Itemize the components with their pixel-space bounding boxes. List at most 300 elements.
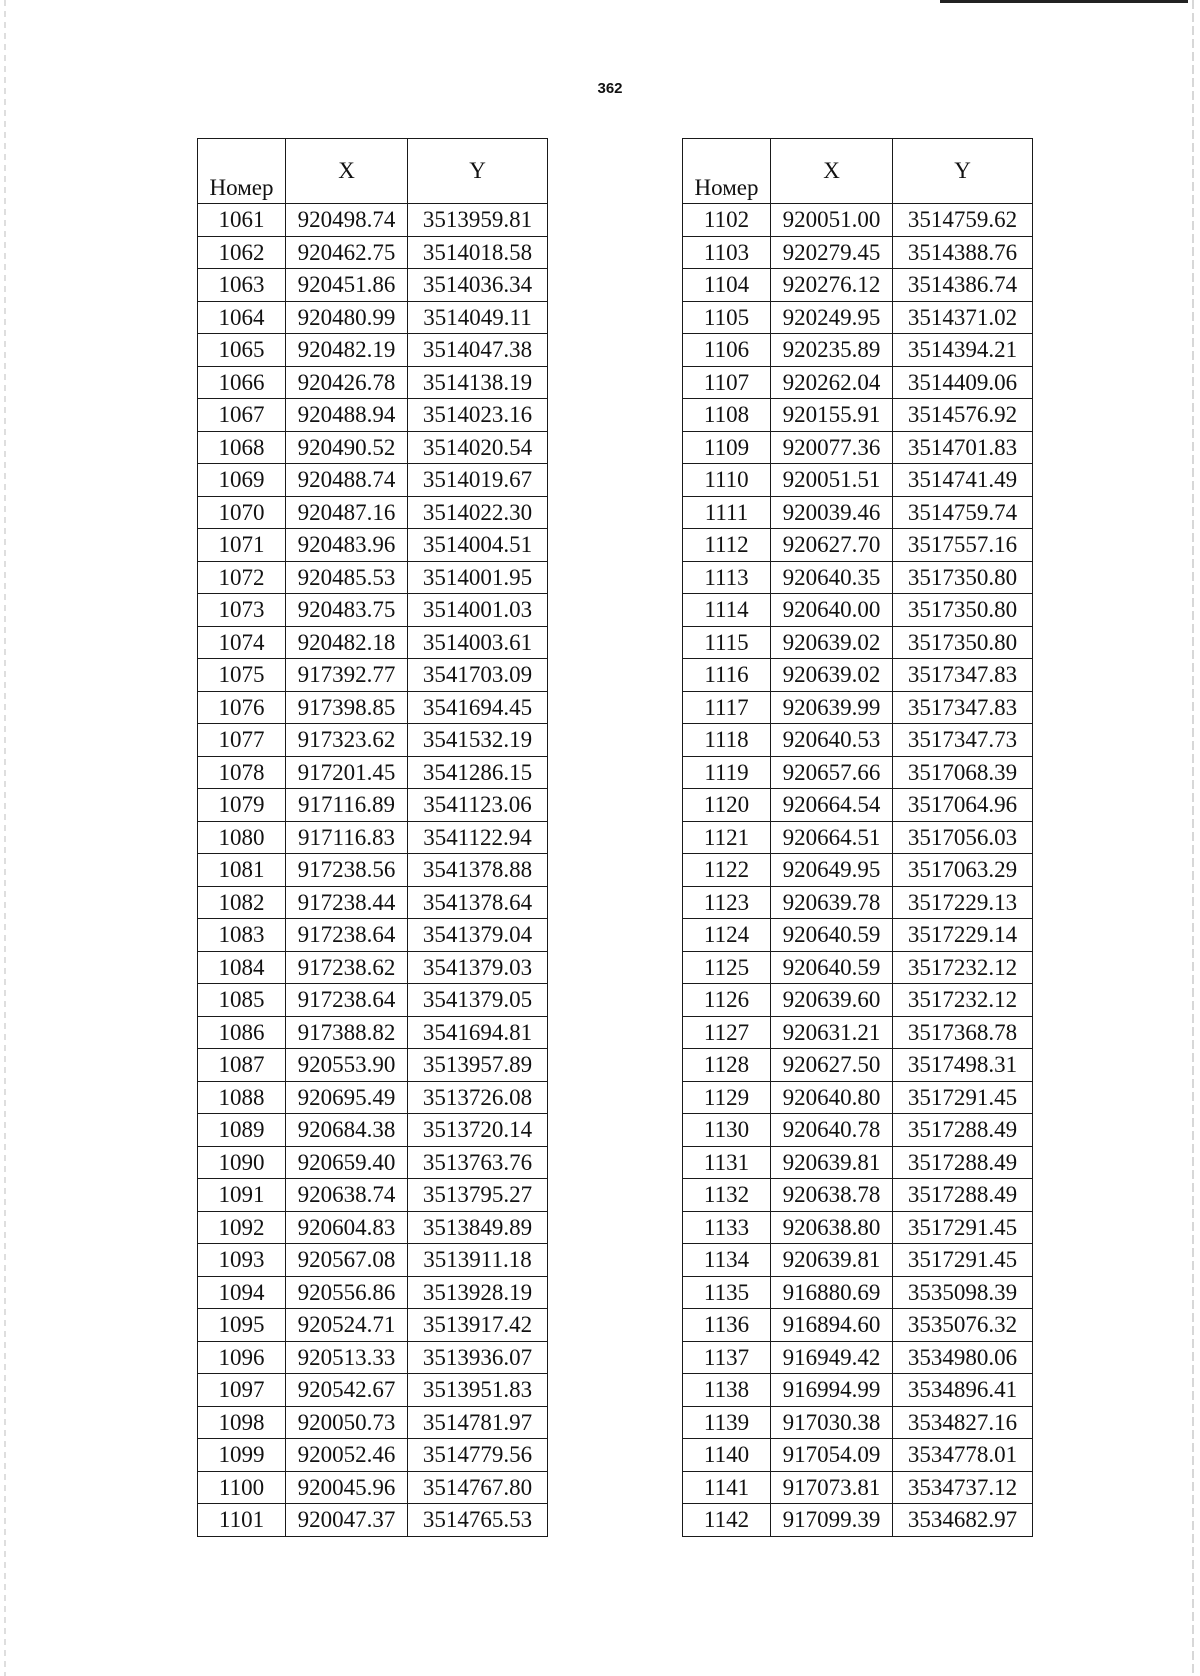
cell-y: 3517064.96 [893, 789, 1033, 822]
cell-number: 1114 [683, 594, 771, 627]
cell-number: 1104 [683, 269, 771, 302]
table-row [683, 1016, 1033, 1049]
table-row [198, 1244, 548, 1277]
cell-x: 920604.83 [286, 1211, 408, 1244]
table-row [198, 1114, 548, 1147]
cell-number: 1130 [683, 1114, 771, 1147]
cell-x: 920051.00 [771, 204, 893, 237]
table-row [198, 1341, 548, 1374]
column-header-number: Номер [683, 139, 771, 204]
cell-number: 1068 [198, 431, 286, 464]
cell-number: 1126 [683, 984, 771, 1017]
cell-number: 1107 [683, 366, 771, 399]
table-row [198, 301, 548, 334]
table-row [683, 1081, 1033, 1114]
cell-y: 3517291.45 [893, 1244, 1033, 1277]
cell-y: 3517350.80 [893, 594, 1033, 627]
table-row [683, 1309, 1033, 1342]
cell-number: 1099 [198, 1439, 286, 1472]
cell-x: 916880.69 [771, 1276, 893, 1309]
table-row [683, 1211, 1033, 1244]
cell-y: 3541378.64 [408, 886, 548, 919]
table-row [683, 594, 1033, 627]
table-row [198, 204, 548, 237]
table-row [683, 1114, 1033, 1147]
table-row [683, 1471, 1033, 1504]
cell-x: 917054.09 [771, 1439, 893, 1472]
cell-y: 3517232.12 [893, 951, 1033, 984]
cell-x: 920488.74 [286, 464, 408, 497]
cell-y: 3517288.49 [893, 1179, 1033, 1212]
cell-number: 1141 [683, 1471, 771, 1504]
table-header-row [683, 139, 1033, 204]
cell-x: 920155.91 [771, 399, 893, 432]
cell-number: 1063 [198, 269, 286, 302]
cell-y: 3517368.78 [893, 1016, 1033, 1049]
cell-number: 1115 [683, 626, 771, 659]
table-row [683, 951, 1033, 984]
table-row [683, 496, 1033, 529]
table-row [198, 1081, 548, 1114]
cell-x: 920631.21 [771, 1016, 893, 1049]
cell-number: 1069 [198, 464, 286, 497]
column-header-y: Y [893, 139, 1033, 204]
table-row [198, 1179, 548, 1212]
cell-number: 1101 [198, 1504, 286, 1537]
table-row [198, 594, 548, 627]
cell-x: 917099.39 [771, 1504, 893, 1537]
cell-number: 1081 [198, 854, 286, 887]
cell-y: 3514001.03 [408, 594, 548, 627]
cell-x: 920249.95 [771, 301, 893, 334]
table-row [198, 724, 548, 757]
cell-x: 920276.12 [771, 269, 893, 302]
table-row [198, 1049, 548, 1082]
cell-y: 3514019.67 [408, 464, 548, 497]
table-row [683, 1244, 1033, 1277]
cell-x: 920664.51 [771, 821, 893, 854]
cell-x: 917238.44 [286, 886, 408, 919]
cell-number: 1132 [683, 1179, 771, 1212]
cell-number: 1085 [198, 984, 286, 1017]
cell-x: 920045.96 [286, 1471, 408, 1504]
table-header-row [198, 139, 548, 204]
table-row [683, 204, 1033, 237]
cell-number: 1110 [683, 464, 771, 497]
table-row [683, 1406, 1033, 1439]
cell-x: 920482.18 [286, 626, 408, 659]
cell-y: 3514022.30 [408, 496, 548, 529]
table-row [198, 496, 548, 529]
table-row [198, 1309, 548, 1342]
cell-y: 3517498.31 [893, 1049, 1033, 1082]
cell-y: 3514018.58 [408, 236, 548, 269]
cell-x: 920639.78 [771, 886, 893, 919]
cell-x: 920638.80 [771, 1211, 893, 1244]
cell-number: 1113 [683, 561, 771, 594]
table-row [683, 1049, 1033, 1082]
table-row [683, 789, 1033, 822]
cell-x: 917030.38 [771, 1406, 893, 1439]
cell-number: 1138 [683, 1374, 771, 1407]
cell-number: 1127 [683, 1016, 771, 1049]
cell-number: 1136 [683, 1309, 771, 1342]
cell-y: 3517350.80 [893, 626, 1033, 659]
cell-x: 920639.81 [771, 1146, 893, 1179]
cell-x: 917392.77 [286, 659, 408, 692]
cell-x: 920638.74 [286, 1179, 408, 1212]
cell-x: 920556.86 [286, 1276, 408, 1309]
cell-x: 917116.83 [286, 821, 408, 854]
table-row [198, 269, 548, 302]
cell-x: 916949.42 [771, 1341, 893, 1374]
table-row [683, 821, 1033, 854]
table-row [198, 1406, 548, 1439]
cell-x: 916894.60 [771, 1309, 893, 1342]
table-row [198, 1211, 548, 1244]
cell-number: 1135 [683, 1276, 771, 1309]
cell-y: 3517291.45 [893, 1211, 1033, 1244]
cell-y: 3513951.83 [408, 1374, 548, 1407]
cell-x: 920050.73 [286, 1406, 408, 1439]
cell-number: 1073 [198, 594, 286, 627]
cell-y: 3513911.18 [408, 1244, 548, 1277]
table-row [198, 431, 548, 464]
cell-number: 1071 [198, 529, 286, 562]
table-row [198, 1374, 548, 1407]
cell-x: 920640.59 [771, 951, 893, 984]
cell-number: 1123 [683, 886, 771, 919]
cell-y: 3514765.53 [408, 1504, 548, 1537]
coordinates-table-right [682, 138, 1033, 1537]
cell-number: 1082 [198, 886, 286, 919]
cell-y: 3513928.19 [408, 1276, 548, 1309]
table-row [683, 561, 1033, 594]
column-header-y: Y [408, 139, 548, 204]
column-header-x: X [771, 139, 893, 204]
cell-number: 1091 [198, 1179, 286, 1212]
cell-x: 920640.80 [771, 1081, 893, 1114]
cell-y: 3514023.16 [408, 399, 548, 432]
table-row [683, 1504, 1033, 1537]
cell-number: 1076 [198, 691, 286, 724]
table-row [683, 1439, 1033, 1472]
cell-y: 3514781.97 [408, 1406, 548, 1439]
cell-number: 1100 [198, 1471, 286, 1504]
table-row [198, 919, 548, 952]
table-row [683, 756, 1033, 789]
table-row [198, 984, 548, 1017]
cell-y: 3513720.14 [408, 1114, 548, 1147]
table-row [198, 691, 548, 724]
cell-number: 1118 [683, 724, 771, 757]
cell-y: 3541378.88 [408, 854, 548, 887]
cell-x: 920262.04 [771, 366, 893, 399]
cell-y: 3517347.73 [893, 724, 1033, 757]
cell-number: 1096 [198, 1341, 286, 1374]
cell-y: 3541379.03 [408, 951, 548, 984]
table-row [198, 854, 548, 887]
cell-y: 3513726.08 [408, 1081, 548, 1114]
cell-number: 1103 [683, 236, 771, 269]
cell-x: 920627.70 [771, 529, 893, 562]
cell-number: 1108 [683, 399, 771, 432]
cell-x: 917238.56 [286, 854, 408, 887]
cell-x: 920627.50 [771, 1049, 893, 1082]
table-row [198, 659, 548, 692]
cell-y: 3514576.92 [893, 399, 1033, 432]
table-row [683, 366, 1033, 399]
cell-number: 1074 [198, 626, 286, 659]
cell-number: 1093 [198, 1244, 286, 1277]
cell-number: 1098 [198, 1406, 286, 1439]
cell-y: 3541694.81 [408, 1016, 548, 1049]
cell-y: 3541122.94 [408, 821, 548, 854]
cell-y: 3541532.19 [408, 724, 548, 757]
cell-x: 917323.62 [286, 724, 408, 757]
cell-x: 920426.78 [286, 366, 408, 399]
cell-number: 1087 [198, 1049, 286, 1082]
cell-x: 920483.75 [286, 594, 408, 627]
table-row [683, 529, 1033, 562]
cell-number: 1095 [198, 1309, 286, 1342]
cell-x: 920639.99 [771, 691, 893, 724]
cell-x: 920639.60 [771, 984, 893, 1017]
table-row [198, 366, 548, 399]
cell-y: 3535076.32 [893, 1309, 1033, 1342]
cell-number: 1083 [198, 919, 286, 952]
cell-x: 920524.71 [286, 1309, 408, 1342]
scan-edge-left [4, 0, 6, 1676]
cell-x: 920639.02 [771, 659, 893, 692]
cell-y: 3513936.07 [408, 1341, 548, 1374]
cell-x: 920485.53 [286, 561, 408, 594]
cell-y: 3541379.04 [408, 919, 548, 952]
cell-number: 1109 [683, 431, 771, 464]
cell-x: 920640.78 [771, 1114, 893, 1147]
cell-x: 920498.74 [286, 204, 408, 237]
cell-number: 1086 [198, 1016, 286, 1049]
cell-y: 3517229.14 [893, 919, 1033, 952]
cell-y: 3517350.80 [893, 561, 1033, 594]
cell-number: 1125 [683, 951, 771, 984]
table-row [198, 464, 548, 497]
cell-y: 3534778.01 [893, 1439, 1033, 1472]
table-row [683, 854, 1033, 887]
cell-number: 1102 [683, 204, 771, 237]
cell-x: 920695.49 [286, 1081, 408, 1114]
cell-y: 3517288.49 [893, 1114, 1033, 1147]
cell-y: 3514701.83 [893, 431, 1033, 464]
cell-y: 3534827.16 [893, 1406, 1033, 1439]
cell-y: 3514138.19 [408, 366, 548, 399]
cell-x: 920480.99 [286, 301, 408, 334]
table-row [198, 1016, 548, 1049]
cell-number: 1124 [683, 919, 771, 952]
cell-x: 920639.02 [771, 626, 893, 659]
table-row [198, 1276, 548, 1309]
cell-x: 920235.89 [771, 334, 893, 367]
table-row [683, 269, 1033, 302]
table-row [683, 399, 1033, 432]
cell-number: 1112 [683, 529, 771, 562]
cell-number: 1079 [198, 789, 286, 822]
table-row [198, 1439, 548, 1472]
cell-x: 917238.64 [286, 919, 408, 952]
cell-number: 1072 [198, 561, 286, 594]
cell-x: 920640.53 [771, 724, 893, 757]
cell-number: 1120 [683, 789, 771, 822]
cell-number: 1064 [198, 301, 286, 334]
table-row [683, 1276, 1033, 1309]
table-row [198, 236, 548, 269]
cell-y: 3514741.49 [893, 464, 1033, 497]
cell-number: 1129 [683, 1081, 771, 1114]
cell-y: 3517288.49 [893, 1146, 1033, 1179]
table-row [198, 1471, 548, 1504]
cell-y: 3513849.89 [408, 1211, 548, 1244]
table-row [198, 1504, 548, 1537]
top-rule [940, 0, 1188, 3]
cell-y: 3514001.95 [408, 561, 548, 594]
cell-x: 917238.62 [286, 951, 408, 984]
cell-x: 917116.89 [286, 789, 408, 822]
cell-x: 920638.78 [771, 1179, 893, 1212]
cell-number: 1133 [683, 1211, 771, 1244]
scan-edge-right [1192, 0, 1194, 1676]
cell-y: 3514371.02 [893, 301, 1033, 334]
cell-number: 1137 [683, 1341, 771, 1374]
table-row [683, 919, 1033, 952]
cell-number: 1106 [683, 334, 771, 367]
cell-number: 1111 [683, 496, 771, 529]
cell-x: 920462.75 [286, 236, 408, 269]
cell-x: 920684.38 [286, 1114, 408, 1147]
column-header-x: X [286, 139, 408, 204]
cell-number: 1122 [683, 854, 771, 887]
cell-y: 3541703.09 [408, 659, 548, 692]
table-row [683, 886, 1033, 919]
cell-number: 1070 [198, 496, 286, 529]
table-row [198, 561, 548, 594]
cell-number: 1121 [683, 821, 771, 854]
cell-number: 1061 [198, 204, 286, 237]
table-row [683, 691, 1033, 724]
cell-number: 1078 [198, 756, 286, 789]
table-row [683, 1341, 1033, 1374]
cell-x: 920488.94 [286, 399, 408, 432]
cell-number: 1084 [198, 951, 286, 984]
cell-x: 920664.54 [771, 789, 893, 822]
cell-x: 920039.46 [771, 496, 893, 529]
cell-x: 920640.00 [771, 594, 893, 627]
cell-y: 3517291.45 [893, 1081, 1033, 1114]
table-row [198, 1146, 548, 1179]
table-row [683, 334, 1033, 367]
cell-x: 920567.08 [286, 1244, 408, 1277]
table-row [198, 399, 548, 432]
cell-number: 1062 [198, 236, 286, 269]
table-row [198, 626, 548, 659]
cell-y: 3534980.06 [893, 1341, 1033, 1374]
cell-y: 3514020.54 [408, 431, 548, 464]
cell-number: 1067 [198, 399, 286, 432]
cell-y: 3541286.15 [408, 756, 548, 789]
cell-y: 3514004.51 [408, 529, 548, 562]
cell-y: 3517063.29 [893, 854, 1033, 887]
table-row [683, 1374, 1033, 1407]
cell-x: 920490.52 [286, 431, 408, 464]
table-row [198, 334, 548, 367]
cell-number: 1089 [198, 1114, 286, 1147]
cell-y: 3535098.39 [893, 1276, 1033, 1309]
cell-number: 1139 [683, 1406, 771, 1439]
cell-number: 1077 [198, 724, 286, 757]
table-row [683, 626, 1033, 659]
table-row [683, 984, 1033, 1017]
cell-x: 920077.36 [771, 431, 893, 464]
cell-y: 3514049.11 [408, 301, 548, 334]
cell-y: 3517068.39 [893, 756, 1033, 789]
cell-x: 920649.95 [771, 854, 893, 887]
cell-number: 1128 [683, 1049, 771, 1082]
cell-number: 1090 [198, 1146, 286, 1179]
cell-y: 3517347.83 [893, 659, 1033, 692]
cell-y: 3514767.80 [408, 1471, 548, 1504]
cell-y: 3513763.76 [408, 1146, 548, 1179]
table-row [198, 529, 548, 562]
cell-y: 3514759.74 [893, 496, 1033, 529]
table-row [198, 821, 548, 854]
cell-y: 3517557.16 [893, 529, 1033, 562]
cell-number: 1094 [198, 1276, 286, 1309]
table-row [683, 1179, 1033, 1212]
cell-y: 3534737.12 [893, 1471, 1033, 1504]
table-row [683, 659, 1033, 692]
cell-x: 920640.59 [771, 919, 893, 952]
page-number: 362 [597, 80, 623, 97]
cell-y: 3541694.45 [408, 691, 548, 724]
cell-y: 3514759.62 [893, 204, 1033, 237]
cell-number: 1097 [198, 1374, 286, 1407]
cell-x: 920482.19 [286, 334, 408, 367]
cell-number: 1088 [198, 1081, 286, 1114]
table-row [683, 464, 1033, 497]
cell-y: 3517347.83 [893, 691, 1033, 724]
cell-y: 3514036.34 [408, 269, 548, 302]
cell-y: 3541123.06 [408, 789, 548, 822]
cell-number: 1066 [198, 366, 286, 399]
cell-y: 3541379.05 [408, 984, 548, 1017]
cell-number: 1117 [683, 691, 771, 724]
table-row [198, 789, 548, 822]
cell-number: 1092 [198, 1211, 286, 1244]
column-header-number: Номер [198, 139, 286, 204]
cell-y: 3514394.21 [893, 334, 1033, 367]
cell-x: 917238.64 [286, 984, 408, 1017]
cell-y: 3514047.38 [408, 334, 548, 367]
cell-x: 920639.81 [771, 1244, 893, 1277]
coordinates-table-left [197, 138, 548, 1537]
cell-y: 3513917.42 [408, 1309, 548, 1342]
cell-x: 917388.82 [286, 1016, 408, 1049]
cell-x: 920553.90 [286, 1049, 408, 1082]
cell-number: 1065 [198, 334, 286, 367]
cell-number: 1075 [198, 659, 286, 692]
cell-y: 3534682.97 [893, 1504, 1033, 1537]
cell-y: 3514779.56 [408, 1439, 548, 1472]
cell-y: 3513795.27 [408, 1179, 548, 1212]
